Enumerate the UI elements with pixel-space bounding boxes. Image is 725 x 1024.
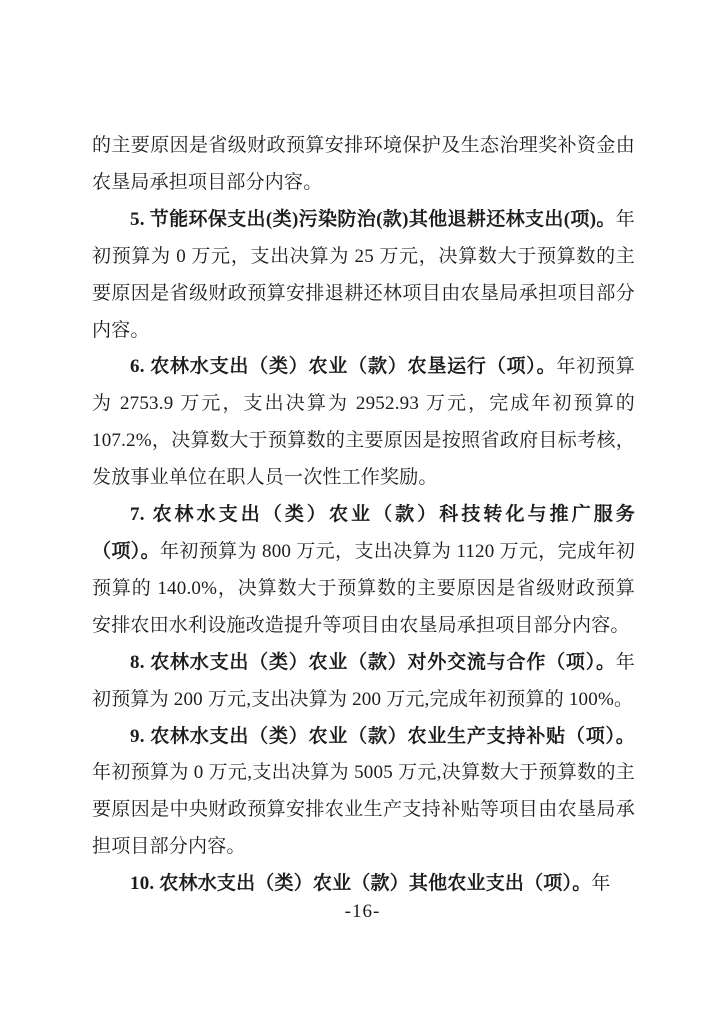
item-heading: 5. 节能环保支出(类)污染防治(款)其他退耕还林支出(项)。 [130,208,616,230]
item-body-text: 年初预算为 0 万元,支出决算为 5005 万元,决算数大于预算数的主要原因是中央财政预算安排农业生产支持补贴等项目由农垦局承担项目部分内容。 [92,762,635,858]
paragraph-item-9 [92,719,635,867]
document-text-block [92,128,635,903]
item-heading: 7. 农林水支出（类）农业（款）科技转化与推广服务（项）。 [92,504,635,562]
paragraph-item-7 [92,497,635,645]
item-body-text: 年初预算为 800 万元，支出决算为 1120 万元，完成年初预算的 140.0%，决算数大于预算数的主要原因是省级财政预算安排农田水利设施改造提升等项目由农垦局承担项目部分内容。 [92,540,635,636]
paragraph-continuation [92,128,635,202]
item-body-text: 年初预算为 0 万元，支出决算为 25 万元，决算数大于预算数的主要原因是省级财政预算安排退耕还林项目由农垦局承担项目部分内容。 [92,208,635,341]
item-body-text: 年初预算为 2753.9 万元，支出决算为 2952.93 万元，完成年初预算的 107.2%，决算数大于预算数的主要原因是按照省政府目标考核，发放事业单位在职人员一次性工作奖励。 [92,356,635,489]
item-body-text: 年初预算为 200 万元,支出决算为 200 万元,完成年初预算的 100%。 [92,651,635,710]
paragraph-item-5 [92,202,635,350]
page-number: -16- [344,901,381,922]
item-heading: 6. 农林水支出（类）农业（款）农垦运行（项）。 [130,356,557,378]
item-heading: 10. 农林水支出（类）农业（款）其他农业支出（项）。 [130,873,592,895]
item-body-text: 年 [591,873,611,895]
item-heading: 9. 农林水支出（类）农业（款）农业生产支持补贴（项）。 [130,725,635,747]
paragraph-item-8 [92,645,635,719]
item-body-text: 的主要原因是省级财政预算安排环境保护及生态治理奖补资金由农垦局承担项目部分内容。 [92,135,635,193]
item-heading: 8. 农林水支出（类）农业（款）对外交流与合作（项）。 [130,651,616,673]
paragraph-item-6 [92,349,635,497]
paragraph-item-10 [92,866,635,903]
